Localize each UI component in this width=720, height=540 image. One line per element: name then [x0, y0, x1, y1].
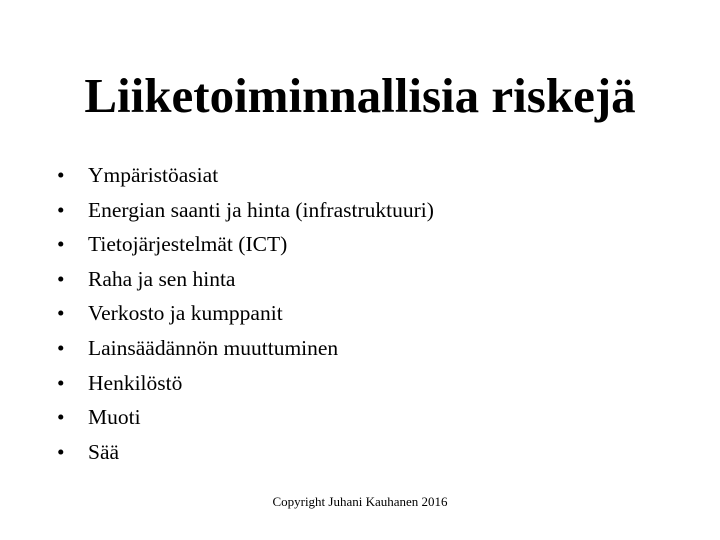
copyright-footer: Copyright Juhani Kauhanen 2016 — [272, 494, 448, 509]
bullet-icon: • — [57, 301, 65, 326]
list-item-text: Ympäristöasiat — [88, 163, 219, 187]
bullet-icon: • — [57, 370, 65, 395]
list-item-text: Verkosto ja kumppanit — [88, 301, 283, 326]
list-item-text: Energian saanti ja hinta (infrastruktuuri) — [88, 197, 434, 222]
list-item-text: Sää — [88, 439, 120, 464]
list-item-text: Raha ja sen hinta — [88, 266, 236, 291]
list-item-text: Muoti — [88, 405, 141, 430]
bullet-icon: • — [57, 335, 65, 360]
bullet-icon: • — [57, 197, 65, 222]
list-item-text: Henkilöstö — [88, 370, 183, 395]
bullet-icon: • — [57, 405, 65, 430]
slide-title: Liiketoiminnallisia riskejä — [84, 68, 636, 123]
bullet-icon: • — [57, 266, 65, 291]
bullet-icon: • — [57, 439, 65, 464]
list-item-text: Tietojärjestelmät (ICT) — [88, 232, 288, 257]
list-item-text: Lainsäädännön muuttuminen — [88, 335, 339, 360]
bullet-icon: • — [57, 163, 65, 187]
bullet-icon: • — [57, 232, 65, 257]
